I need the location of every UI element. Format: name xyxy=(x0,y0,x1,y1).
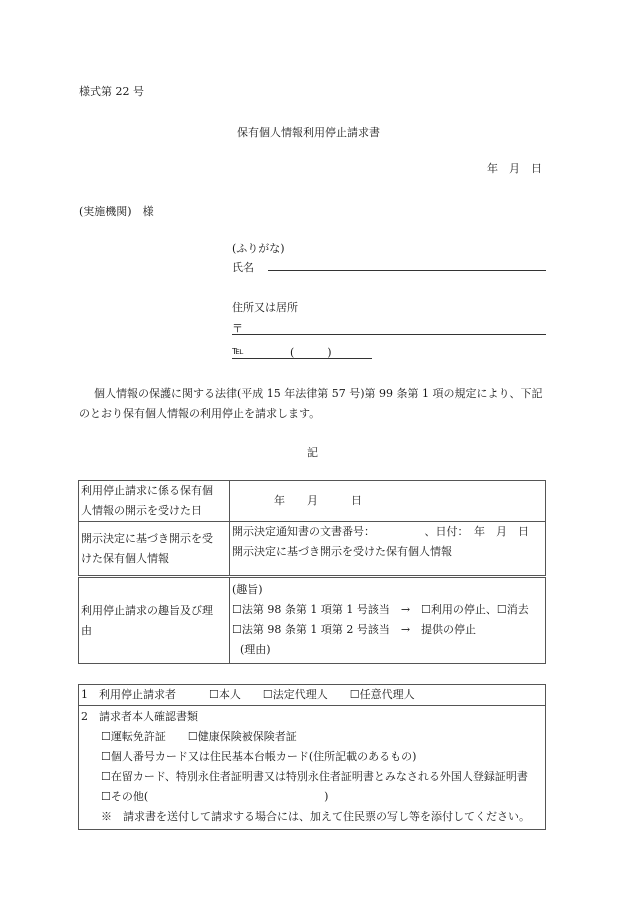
intro-line-2: のとおり保有個人情報の利用停止を請求します。 xyxy=(79,407,321,420)
requester-type-row[interactable]: 1 利用停止請求者 ☐本人 ☐法定代理人 ☐任意代理人 xyxy=(79,685,546,706)
purpose-reason-value[interactable] xyxy=(230,577,546,664)
disclosure-date-value[interactable]: 年 月 日 xyxy=(230,481,546,522)
attachment-note: ※ 請求書を送付して請求する場合には、加えて住民票の写し等を添付してください。 xyxy=(101,810,530,823)
table-row xyxy=(79,522,546,577)
form-number: 様式第 22 号 xyxy=(79,85,144,98)
table-row xyxy=(79,481,546,522)
address-field-line[interactable] xyxy=(232,334,546,335)
doc-option[interactable]: ☐その他( ) xyxy=(101,790,329,803)
disclosed-info-label: 開示決定に基づき開示を受 けた保有個人情報 xyxy=(79,522,230,577)
ki-marker: 記 xyxy=(307,446,318,459)
doc-option[interactable]: ☐運転免許証 ☐健康保険被保険者証 xyxy=(101,730,297,743)
table-row xyxy=(79,706,546,830)
address-label: 住所又は居所 xyxy=(232,301,298,314)
id-documents-heading: 2 請求者本人確認書類 xyxy=(81,710,198,723)
tel-field-line[interactable] xyxy=(232,358,372,359)
tel-mark: ℡ xyxy=(232,344,244,357)
purpose-option-1[interactable]: ☐法第 98 条第 1 項第 1 号該当 → ☐利用の停止、☐消去 xyxy=(232,603,529,616)
purpose-reason-label: 利用停止請求の趣旨及び理 由 xyxy=(79,577,230,664)
tel-paren: ( ) xyxy=(290,346,332,359)
date-line: 年 月 日 xyxy=(487,162,542,175)
reason-heading: (理由) xyxy=(240,643,271,656)
table-row xyxy=(79,577,546,664)
purpose-option-2[interactable]: ☐法第 98 条第 1 項第 2 号該当 → 提供の停止 xyxy=(232,623,477,636)
table-row xyxy=(79,685,546,706)
furigana-label: (ふりがな) xyxy=(232,242,285,255)
postal-mark: 〒 xyxy=(232,322,243,335)
purpose-heading: (趣旨) xyxy=(232,583,263,596)
name-label: 氏名 xyxy=(232,261,254,274)
document-title: 保有個人情報利用停止請求書 xyxy=(237,126,380,139)
name-field-line[interactable] xyxy=(268,270,546,271)
intro-line-1: 個人情報の保護に関する法律(平成 15 年法律第 57 号)第 99 条第 1 項の規定により、下記 xyxy=(94,387,543,400)
doc-option[interactable]: ☐個人番号カード又は住民基本台帳カード(住所記載のあるもの) xyxy=(101,750,417,763)
request-details-table xyxy=(78,480,546,664)
disclosed-info-value[interactable]: 開示決定通知書の文書番号： 、日付： 年 月 日 開示決定に基づき開示を受けた保有個人情報 xyxy=(230,522,546,577)
disclosure-date-label: 利用停止請求に係る保有個 人情報の開示を受けた日 xyxy=(79,481,230,522)
id-documents-cell xyxy=(79,706,546,830)
doc-option[interactable]: ☐在留カード、特別永住者証明書又は特別永住者証明書とみなされる外国人登録証明書 xyxy=(101,770,528,783)
requester-info-table xyxy=(78,684,546,830)
addressee: (実施機関) 様 xyxy=(79,205,154,218)
